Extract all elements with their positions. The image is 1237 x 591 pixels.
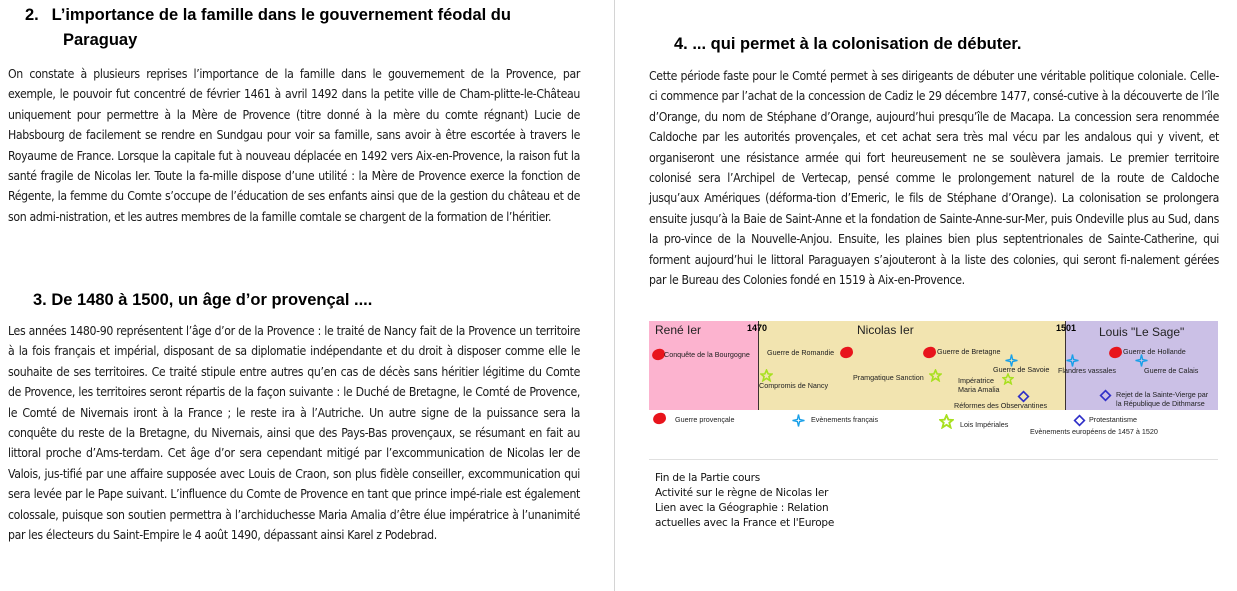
- imperial-star-icon: [1002, 373, 1014, 385]
- legend-lois-imperiales: Lois Impériales: [960, 420, 1009, 429]
- column-divider: [614, 0, 615, 591]
- event-guerre-romandie: Guerre de Romandie: [767, 348, 835, 357]
- event-conquete-bourgogne: Conquête de la Bourgogne: [664, 350, 750, 359]
- event-rejet-line1: Rejet de la Sainte-Vierge par: [1116, 390, 1209, 399]
- year-1470: 1470: [747, 323, 768, 333]
- timeline-diagram: [649, 321, 1218, 410]
- note-line: Fin de la Partie cours: [655, 472, 761, 484]
- event-guerre-calais: Guerre de Calais: [1144, 366, 1199, 375]
- legend-caption: Evènements européens de 1457 à 1520: [1030, 427, 1158, 436]
- section-2-title-line2: Paraguay: [63, 31, 138, 49]
- note-line: actuelles avec la France et l'Europe: [655, 517, 835, 529]
- note-line: Lien avec la Géographie : Relation: [655, 502, 829, 514]
- section-3-body: Les années 1480-90 représentent l’âge d’or de la Provence : le traité de Nancy fait de la Provence un territoire à la fois français et impérial, disposant de sa diplomatie indépendante et du droit à disposer comme elle le souhaite de ses territoires. Ce traité stipule entre autres qu’en cas de décès sans héritier légitime du Comte de Provence, les territoires seront répartis de la façon suivante : le Duché de Bretagne, le Comté de Provence, le Comté de Nivernais iront à la France ; le reste ira à l’Autriche. Un autre signe de la puissance sera la conquête du reste de la Bretagne, du Nivernais, ainsi que des Pays-Bas provençaux, se résumant en fait au littoral proche d’Ams-terdam. Cet âge d’or sera cependant mitigé par l’excommunication de Nicolas Ier de Valois, jus-tifié par une affaire supposée avec Louis de Craon, son plus fidèle conseiller, excommunication qui sera levée par le Pape suivant. L’influence du Comte de Provence en tant que prince impé-riale est également colossale, puisque son soutien permettra à l’archiduchesse Maria Amalia d’être élue impératrice à l’unanimité par les électeurs du Saint-Empire le 4 août 1490, dépassant ainsi Karel z Podebrad.: [8, 324, 580, 543]
- legend-evenements-francais: Evènements français: [811, 415, 879, 424]
- legend-protestant-icon: [1073, 414, 1086, 427]
- era-name-louis: Louis "Le Sage": [1099, 325, 1185, 339]
- event-compromis-nancy: Compromis de Nancy: [759, 381, 829, 390]
- event-guerre-hollande: Guerre de Hollande: [1123, 347, 1186, 356]
- era-name-rene: René Ier: [655, 323, 702, 337]
- section-2-body: On constate à plusieurs reprises l’importance de la famille dans le gouvernement de la Provence, par exemple, le pouvoir fut concentré de février 1461 à avril 1492 dans la petite ville de Cham-plitte-le-Château uniquement pour permettre à la Mère de Provence (titre donné à la mère du comte régnant) Lucie de Habsbourg de facilement se rendre en Sundgau pour voir sa famille, sans avoir à être escortée à travers le Royaume de France. Lorsque la capitale fut à nouveau déplacée en 1492 vers Aix-en-Provence, la raison fut la santé fragile de Nicolas Ier. Toute la fa-mille dispose d’une utilité : la Mère de Provence exerce la fonction de Régente, la femme du Comte s’occupe de l’éducation de ses enfants ainsi que de la gestion du château et de son admi-nistration, et les autres membres de la famille comtale se chargent de la formation de l’héritier.: [8, 67, 580, 224]
- event-pragmatique-sanction: Pramgatique Sanction: [853, 373, 924, 382]
- legend-imperial-star-icon: [939, 414, 954, 429]
- legend-french-icon: [792, 414, 805, 427]
- event-reformes-observantines: Réformes des Observantines: [954, 401, 1048, 410]
- era-name-nicolas: Nicolas Ier: [857, 323, 914, 337]
- note-line: Activité sur le règne de Nicolas Ier: [655, 487, 829, 499]
- section-2-heading: [25, 3, 585, 53]
- legend-war-icon: [652, 412, 667, 426]
- section-3-heading: 3. De 1480 à 1500, un âge d’or provençal ....: [33, 291, 373, 309]
- event-imperatrice-line1: Impératrice: [958, 376, 994, 385]
- section-4-heading: 4. ... qui permet à la colonisation de débuter.: [674, 35, 1022, 53]
- legend-guerre-provencale: Guerre provençale: [675, 415, 735, 424]
- event-imperatrice-line2: Maria Amalia: [958, 385, 1000, 394]
- separator-line: [649, 459, 1218, 460]
- year-divider-1470: [758, 321, 759, 410]
- section-2-title-line1: L’importance de la famille dans le gouvernement féodal du: [51, 6, 511, 24]
- imperial-star-icon: [929, 369, 942, 382]
- protestant-diamond-icon: [1099, 389, 1112, 402]
- event-rejet-line2: la République de Dithmarse: [1116, 399, 1205, 408]
- event-flandres-vassales: Flandres vassales: [1058, 366, 1116, 375]
- section-4-body: Cette période faste pour le Comté permet à ses dirigeants de débuter une véritable politique coloniale. Celle-ci commence par l’achat de la concession de Cadiz le 29 décembre 1477, consé-cutive à la découverte de l’île d’Orange, du nom de Stéphane d’Orange, aujourd’hui presqu’île de Macapa. La concession sera renommée Caldoche par les autorités provençales, et cet achat sera très mal vécu par les andalous qui y vivent, et organiseront une résistance armée qui fort heureusement ne se soulèvera jamais. Le premier territoire colonisé sera l’Archipel de Vertecap, pensé comme le prolongement naturel de la route de Caldoche jusqu’aux Amériques (déforma-tion d’Emeric, le fils de Stéphane d’Orange). La colonisation se prolongera ensuite jusqu’à la Baie de Saint-Anne et la fondation de Sainte-Anne-sur-Mer, puis Ondeville plus au Sud, dans la pro-vince de la Nouvelle-Anjou. Ensuite, les plaines bien plus septentrionales de Sainte-Catherine, qui forment aujourd’hui le littoral Paraguayen s’ajouteront à la liste des colonies, qui seront fi-nalement gérées par le Bureau des Colonies fondé en 1519 à Aix-en-Provence.: [649, 69, 1219, 288]
- notes-block: [655, 471, 834, 531]
- legend-protestantisme: Protestantisme: [1089, 415, 1137, 424]
- section-2-number: 2.: [25, 6, 39, 24]
- event-guerre-savoie: Guerre de Savoie: [993, 365, 1050, 374]
- year-1501: 1501: [1056, 323, 1077, 333]
- event-guerre-bretagne: Guerre de Bretagne: [937, 347, 1001, 356]
